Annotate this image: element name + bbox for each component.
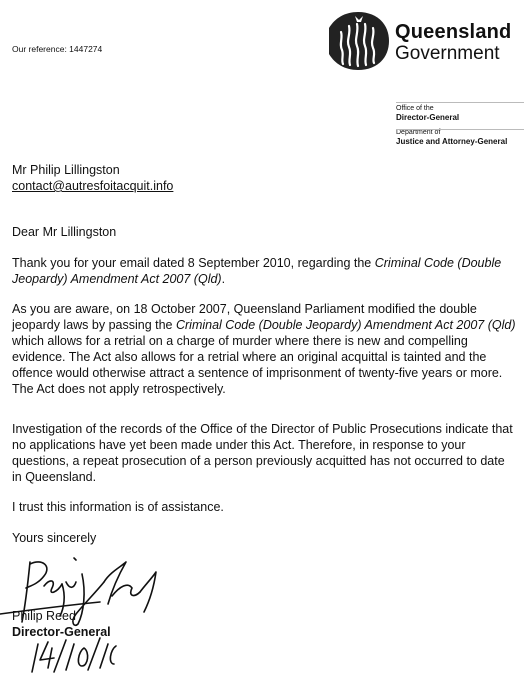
divider [396, 129, 524, 130]
closing: Yours sincerely [12, 531, 97, 545]
logo-wordmark-line1: Queensland [395, 21, 512, 43]
signatory-title: Director-General [12, 625, 111, 639]
office-name: Director-General [396, 113, 460, 122]
paragraph-text: . [221, 272, 226, 286]
recipient-name: Mr Philip Lillingston [12, 163, 120, 177]
department-name: Justice and Attorney-General [396, 137, 508, 146]
logo-wordmark-line2: Government [395, 43, 500, 64]
paragraph-4: I trust this information is of assistance. [12, 500, 224, 514]
paragraph-3: Investigation of the records of the Office of the Director of Public Prosecutions indicate that no applications have yet been made under this Act. Therefore, in response to your questions, a repeat prosecution of a person previously acquitted has not occurred to date in Queensland. [12, 422, 513, 484]
paragraph-2 [12, 301, 517, 397]
department-prefix: Department of [396, 129, 441, 136]
recipient-email-link[interactable]: contact@autresfoitacquit.info [12, 179, 174, 193]
recipient-address-block [12, 162, 173, 194]
handwritten-date [0, 622, 120, 674]
office-prefix: Office of the [396, 105, 434, 112]
paragraph-text: Thank you for your email dated 8 September 2010, regarding the [12, 256, 375, 270]
logo-wordmark [395, 22, 511, 64]
queensland-crest-icon [325, 10, 391, 72]
reference-number: Our reference: 1447274 [12, 44, 103, 54]
paragraph-text: As you are aware, on 18 October 2007, Queensland Parliament modified the double jeopardy laws by passing the [12, 302, 477, 332]
paragraph-text: which allows for a retrial on a charge of murder where there is new and compelling evidence. The Act also allows for a retrial where an original acquittal is tainted and the offence would otherwise attract a sentence of imprisonment of twenty-five years or more. The Act does not apply retrospectively. [12, 334, 503, 396]
office-letterhead [396, 104, 524, 147]
act-title: Criminal Code (Double Jeopardy) Amendment Act 2007 (Qld) [12, 256, 502, 286]
paragraph-1 [12, 255, 517, 287]
act-title: Criminal Code (Double Jeopardy) Amendment Act 2007 (Qld) [175, 318, 516, 332]
signatory-name: Philip Reed [12, 609, 76, 623]
divider [396, 102, 524, 103]
salutation: Dear Mr Lillingston [12, 225, 117, 239]
queensland-government-logo [325, 10, 525, 72]
